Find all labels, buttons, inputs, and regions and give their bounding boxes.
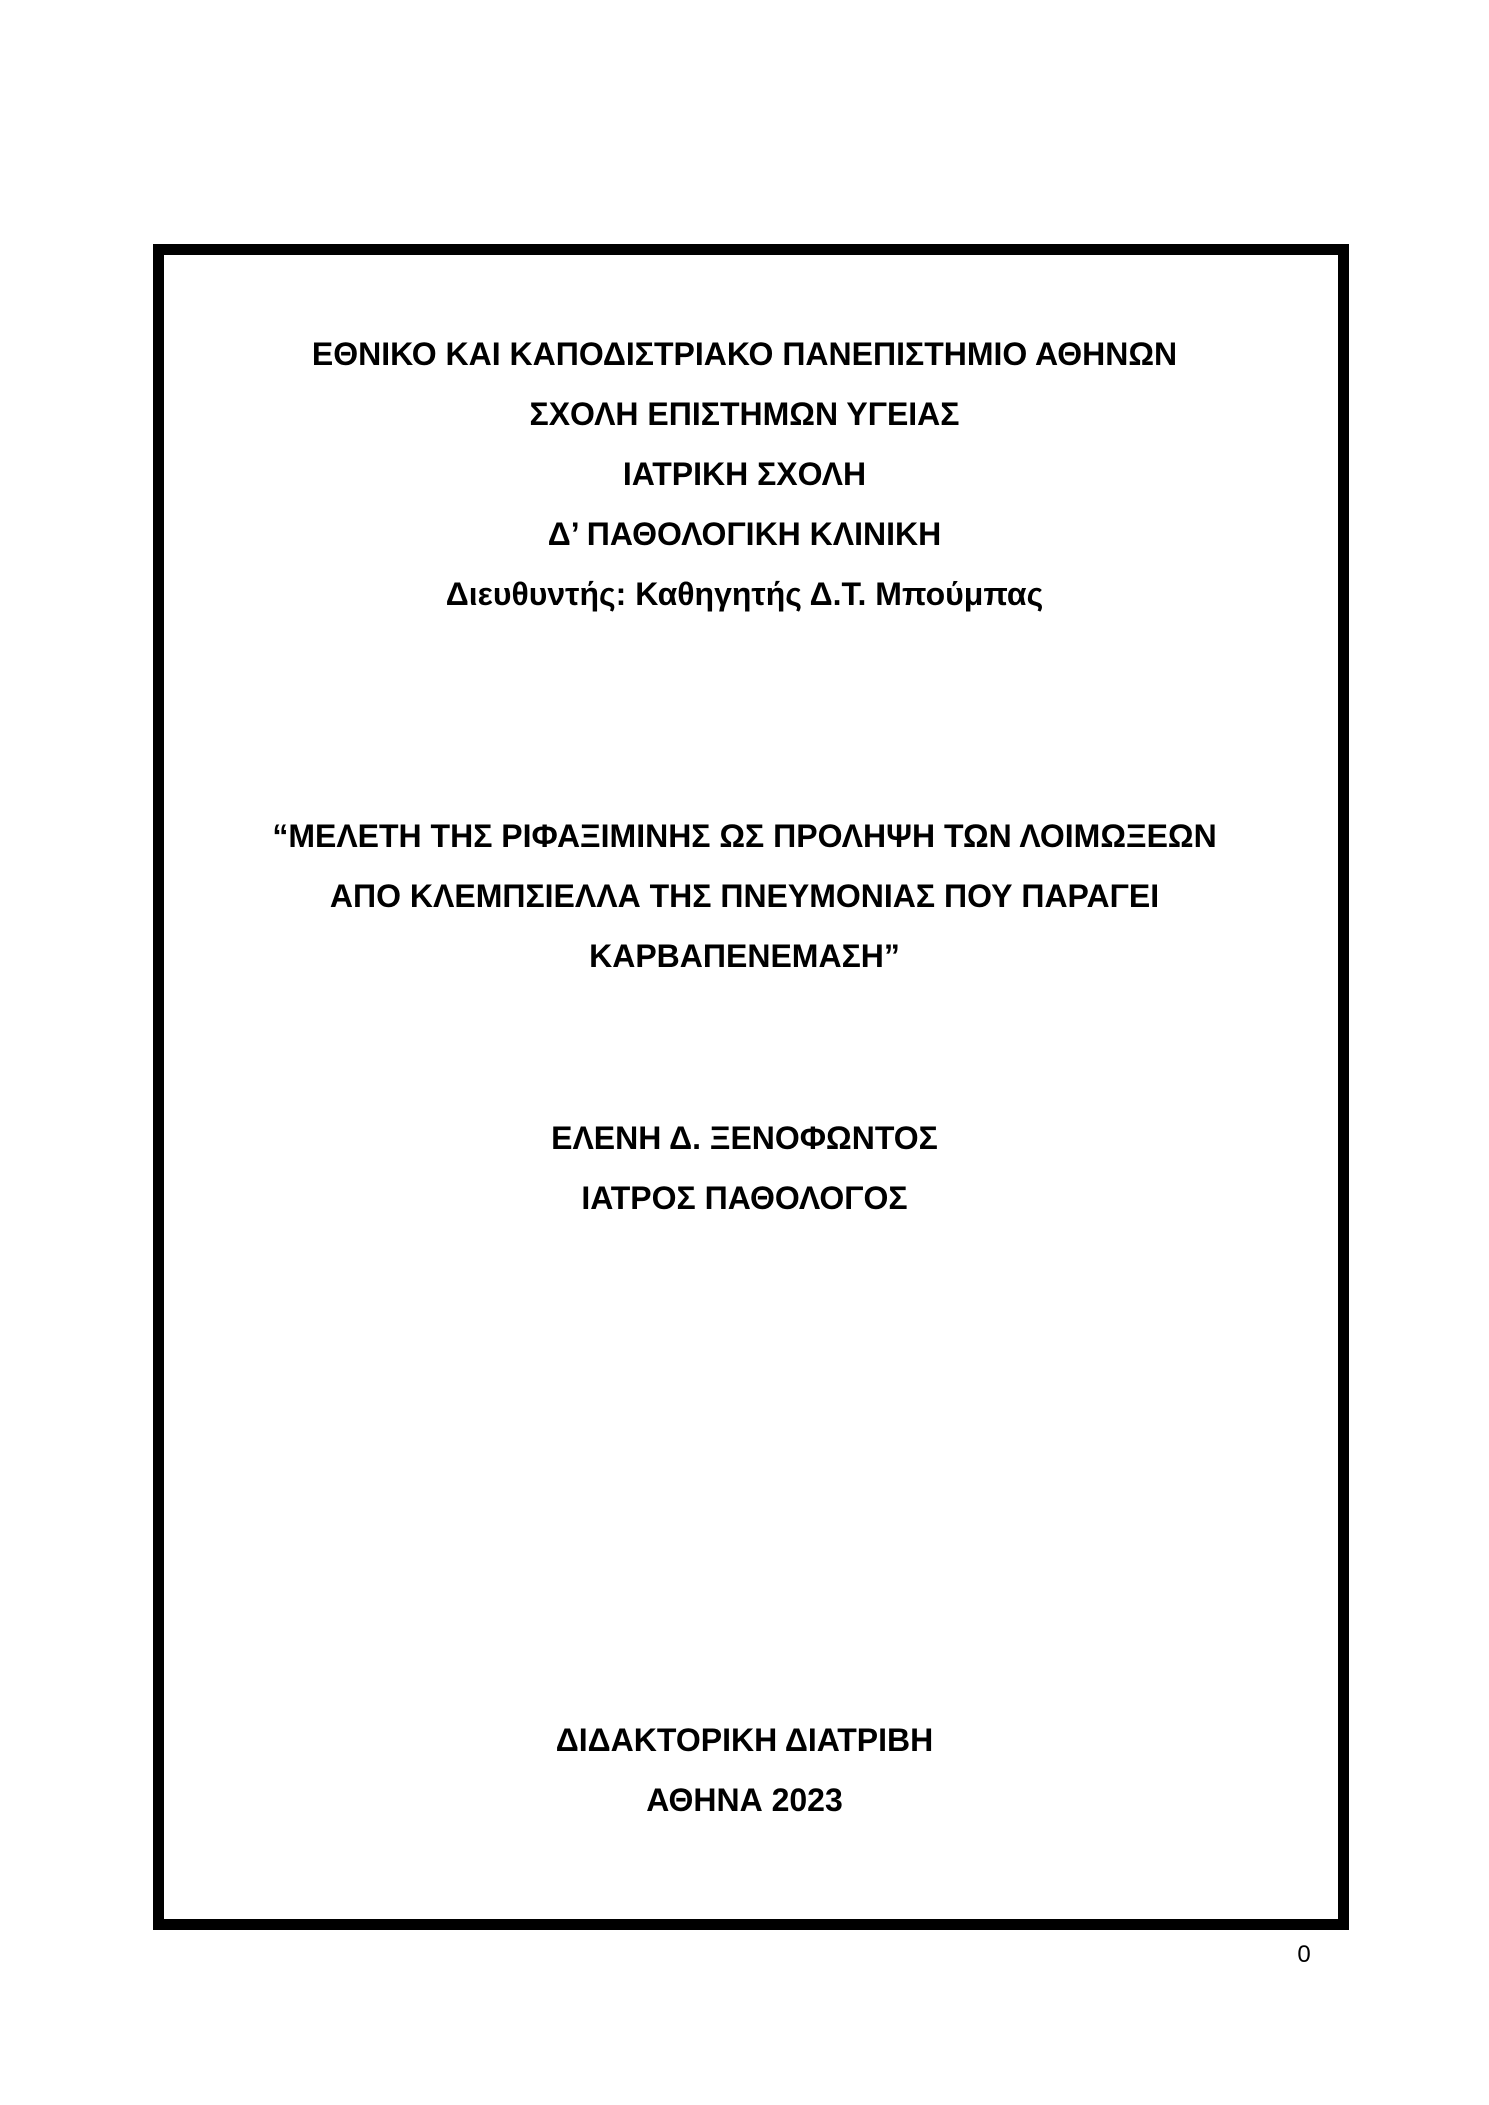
- faculty-name: ΙΑΤΡΙΚΗ ΣΧΟΛΗ: [622, 456, 867, 492]
- director-line: Διευθυντής: Καθηγητής Δ.Τ. Μπούμπας: [445, 576, 1044, 612]
- page-number: 0: [1297, 1941, 1311, 1968]
- clinic-name: Δ’ ΠΑΘΟΛΟΓΙΚΗ ΚΛΙΝΙΚΗ: [547, 516, 942, 552]
- author-name: ΕΛΕΝΗ Δ. ΞΕΝΟΦΩΝΤΟΣ: [551, 1120, 938, 1156]
- place-and-year: ΑΘΗΝΑ 2023: [646, 1782, 843, 1818]
- author-role: ΙΑΤΡΟΣ ΠΑΘΟΛΟΓΟΣ: [581, 1180, 908, 1216]
- thesis-title-line-3: ΚΑΡΒΑΠΕΝΕΜΑΣΗ”: [589, 938, 900, 974]
- thesis-title-line-2: ΑΠΟ ΚΛΕΜΠΣΙΕΛΛΑ ΤΗΣ ΠΝΕΥΜΟΝΙΑΣ ΠΟΥ ΠΑΡΑΓΕΙ: [329, 878, 1160, 914]
- thesis-title-line-1: “ΜΕΛΕΤΗ ΤΗΣ ΡΙΦΑΞΙΜΙΝΗΣ ΩΣ ΠΡΟΛΗΨΗ ΤΩΝ ΛΟΙΜΩΞΕΩΝ: [272, 818, 1217, 854]
- cover-border-frame: [153, 244, 1349, 1930]
- school-name: ΣΧΟΛΗ ΕΠΙΣΤΗΜΩΝ ΥΓΕΙΑΣ: [529, 396, 960, 432]
- university-name: ΕΘΝΙΚΟ ΚΑΙ ΚΑΠΟΔΙΣΤΡΙΑΚΟ ΠΑΝΕΠΙΣΤΗΜΙΟ ΑΘΗΝΩΝ: [311, 336, 1178, 372]
- document-type: ΔΙΔΑΚΤΟΡΙΚΗ ΔΙΑΤΡΙΒΗ: [555, 1722, 934, 1758]
